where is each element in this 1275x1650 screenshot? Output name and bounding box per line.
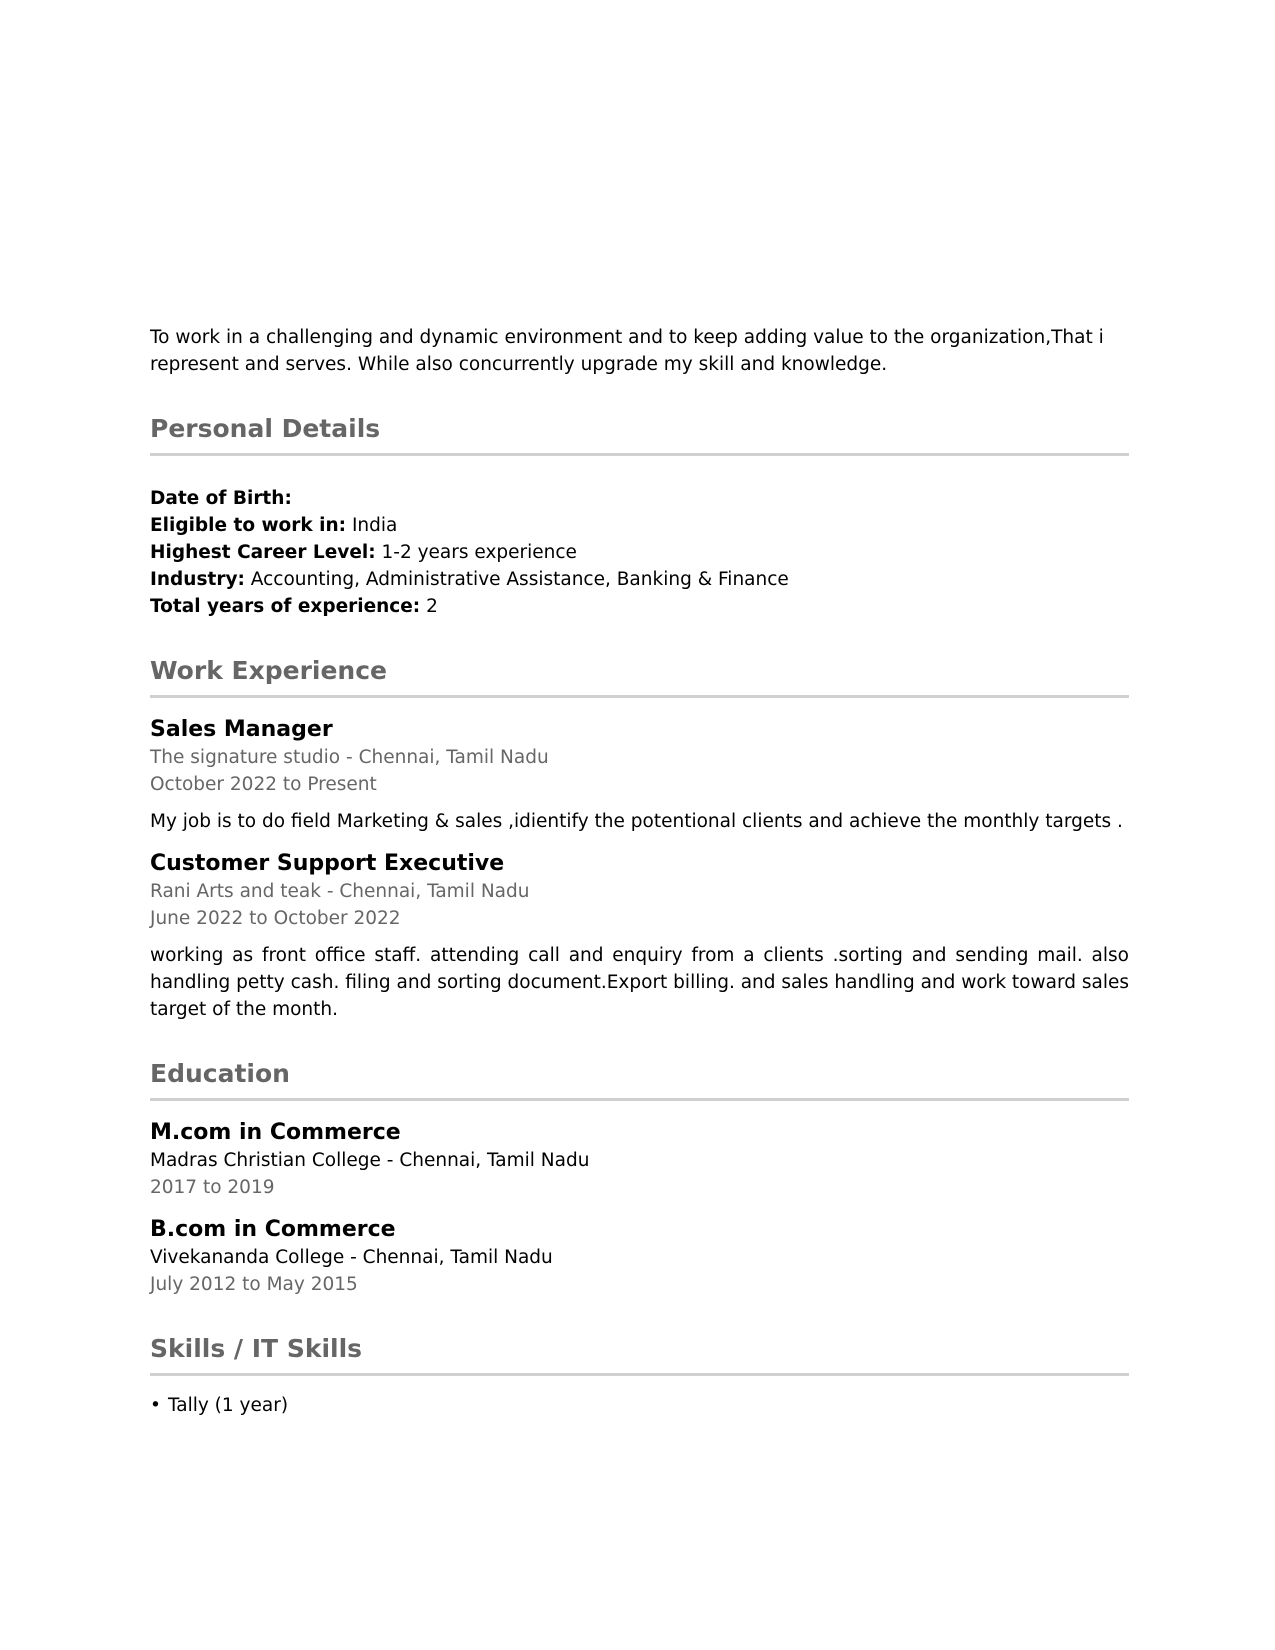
section-title-skills: Skills / IT Skills bbox=[150, 1334, 1129, 1376]
personal-details-section bbox=[150, 414, 1129, 620]
detail-row-career-level bbox=[150, 539, 1129, 566]
skill-item bbox=[150, 1392, 1129, 1419]
education-entry bbox=[150, 1216, 1129, 1298]
skill-label: Tally (1 year) bbox=[168, 1395, 289, 1416]
job-dates: October 2022 to Present bbox=[150, 774, 377, 795]
job-location: Chennai, Tamil Nadu bbox=[358, 747, 549, 768]
education-dates: July 2012 to May 2015 bbox=[150, 1274, 358, 1295]
detail-label: Date of Birth: bbox=[150, 488, 292, 509]
personal-details-list bbox=[150, 485, 1129, 620]
job-separator: - bbox=[320, 881, 340, 902]
detail-row-total-experience bbox=[150, 593, 1129, 620]
education-school: Madras Christian College - Chennai, Tamil Nadu bbox=[150, 1150, 590, 1171]
section-title-work-experience: Work Experience bbox=[150, 656, 1129, 698]
job-dates: June 2022 to October 2022 bbox=[150, 908, 401, 929]
detail-row-industry bbox=[150, 566, 1129, 593]
education-degree: B.com in Commerce bbox=[150, 1217, 396, 1242]
detail-value: 1-2 years experience bbox=[381, 542, 577, 563]
detail-value: Accounting, Administrative Assistance, Banking & Finance bbox=[250, 569, 789, 590]
job-company: Rani Arts and teak bbox=[150, 881, 321, 902]
job-separator: - bbox=[340, 747, 359, 768]
detail-label: Eligible to work in: bbox=[150, 515, 347, 536]
work-experience-section bbox=[150, 656, 1129, 1023]
bullet-icon: • bbox=[150, 1395, 161, 1416]
job-description: My job is to do field Marketing & sales ,idientify the potentional clients and achieve the monthly targets . bbox=[150, 811, 1123, 832]
section-title-personal-details: Personal Details bbox=[150, 414, 1129, 456]
education-dates: 2017 to 2019 bbox=[150, 1177, 275, 1198]
job-title: Customer Support Executive bbox=[150, 851, 505, 876]
education-entry bbox=[150, 1119, 1129, 1201]
job-company: The signature studio bbox=[150, 747, 341, 768]
skills-section bbox=[150, 1334, 1129, 1419]
job-entry bbox=[150, 716, 1129, 835]
detail-value: 2 bbox=[426, 596, 438, 617]
job-title: Sales Manager bbox=[150, 717, 333, 742]
education-section bbox=[150, 1059, 1129, 1298]
job-company-line bbox=[150, 744, 1129, 771]
detail-row-eligible-to-work bbox=[150, 512, 1129, 539]
skills-list bbox=[150, 1392, 1129, 1419]
detail-label: Highest Career Level: bbox=[150, 542, 376, 563]
section-title-education: Education bbox=[150, 1059, 1129, 1101]
job-entry bbox=[150, 850, 1129, 1023]
objective-text: To work in a challenging and dynamic environment and to keep adding value to the organization,That i represent and serves. While also concurrently upgrade my skill and knowledge. bbox=[150, 327, 1104, 375]
job-company-line bbox=[150, 878, 1129, 905]
detail-label: Total years of experience: bbox=[150, 596, 421, 617]
job-description: working as front office staff. attending call and enquiry from a clients .sorting and sending mail. also handling petty cash. filing and sorting document.Export billing. and sales handling and work toward sales target of the month. bbox=[150, 945, 1129, 1020]
education-school: Vivekananda College - Chennai, Tamil Nadu bbox=[150, 1247, 553, 1268]
detail-label: Industry: bbox=[150, 569, 245, 590]
detail-value: India bbox=[351, 515, 398, 536]
resume-content bbox=[150, 324, 1129, 1419]
education-degree: M.com in Commerce bbox=[150, 1120, 401, 1145]
job-location: Chennai, Tamil Nadu bbox=[339, 881, 530, 902]
detail-row-date-of-birth bbox=[150, 485, 1129, 512]
